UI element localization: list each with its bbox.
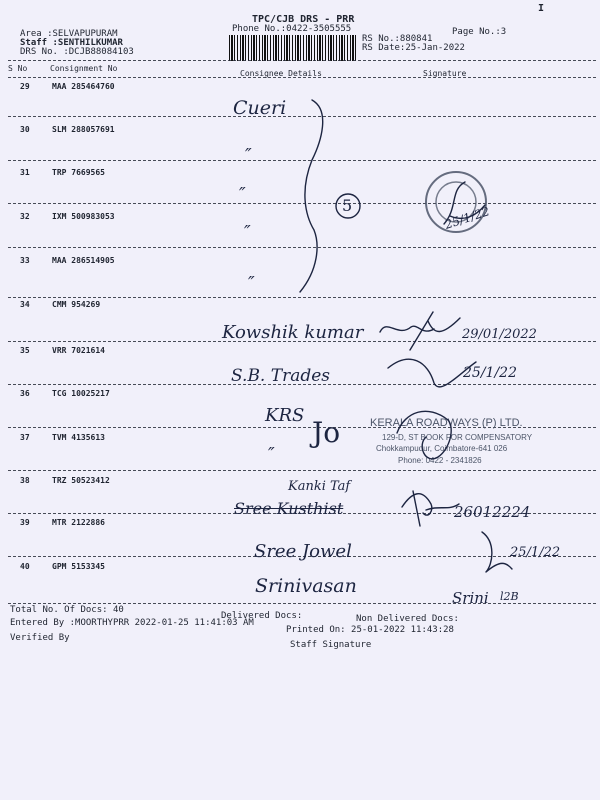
handwritten-kanki: Kanki Taf <box>288 479 351 494</box>
ditto-row32: ″ <box>239 184 246 205</box>
row-sno: 29 <box>20 82 30 91</box>
consignment-number: CMM 954269 <box>52 300 101 309</box>
stamp-address-line1: 129-D, ST BOOK FOR COMPENSATORY <box>382 433 533 442</box>
consignment-number: MAA 286514905 <box>52 256 115 265</box>
column-consignee: Consignee Details <box>240 69 322 78</box>
handwritten-srinivasan: Srinivasan <box>255 575 357 597</box>
handwritten-krs: KRS <box>265 405 305 426</box>
rs-date: RS Date:25-Jan-2022 <box>362 43 465 53</box>
handwritten-count: 5 <box>342 196 353 215</box>
handwritten-srini-mark: l2B <box>500 590 519 603</box>
handwritten-row29: Cueri <box>233 97 287 119</box>
row-sno: 31 <box>20 168 30 177</box>
row-sno: 35 <box>20 346 30 355</box>
consignment-number: SLM 288057691 <box>52 125 115 134</box>
non-delivered-docs: Non Delivered Docs: <box>356 614 459 624</box>
column-sno: S No <box>8 64 28 73</box>
row-sno: 40 <box>20 562 30 571</box>
consignment-number: VRR 7021614 <box>52 346 105 355</box>
row-sno: 30 <box>20 125 30 134</box>
verified-by: Verified By <box>10 633 70 643</box>
handwritten-sree-date: 25/1/22 <box>510 545 561 560</box>
stamp-date: 25/1/22 <box>442 204 492 232</box>
consignment-number: MAA 285464760 <box>52 82 115 91</box>
printed-on: Printed On: 25-01-2022 11:43:28 <box>286 625 454 635</box>
entered-by: Entered By :MOORTHYPRR 2022-01-25 11:41:03 AM <box>10 618 254 628</box>
consignment-number: TRZ 50523412 <box>52 476 110 485</box>
document-title: TPC/CJB DRS - PRR <box>252 14 355 25</box>
staff-label: Staff :SENTHILKUMAR <box>20 38 123 48</box>
signature-kowshik-icon <box>370 300 490 405</box>
row-sno: 33 <box>20 256 30 265</box>
ditto-row37: ″ <box>268 444 275 465</box>
ditto-row31: ″ <box>245 145 252 166</box>
round-stamp-icon <box>412 166 502 246</box>
handwritten-sree-kusthist: Sree Kusthist <box>234 499 344 518</box>
handwritten-kowshik: Kowshik kumar <box>222 322 364 343</box>
signature-row39-icon <box>476 522 516 582</box>
column-consignment: Consignment No <box>50 64 118 73</box>
row-sno: 36 <box>20 389 30 398</box>
phone-number: Phone No.:0422-3505555 <box>232 24 352 34</box>
handwritten-sree-jowel: Sree Jowel <box>254 541 352 562</box>
stamp-company-name: KERALA ROADWAYS (P) LTD. <box>370 417 523 429</box>
handwritten-srini-signature: Srini <box>452 589 489 607</box>
stamp-phone-line: Phone: 0422 - 2341826 <box>398 456 482 465</box>
ditto-row34: ″ <box>248 273 255 294</box>
handwritten-krs-sign: Jo <box>312 416 341 449</box>
page-number: Page No.:3 <box>452 27 507 37</box>
drs-number: DRS No. :DCJB88084103 <box>20 47 134 57</box>
consignment-number: IXM 500983053 <box>52 212 115 221</box>
rs-number: RS No.:880841 <box>362 34 433 44</box>
row-sno: 38 <box>20 476 30 485</box>
consignment-number: TCG 10025217 <box>52 389 110 398</box>
total-docs: Total No. Of Docs: 40 <box>10 605 124 615</box>
handwritten-sb-date: 25/1/22 <box>463 365 517 381</box>
consignment-number: TVM 4135613 <box>52 433 105 442</box>
row-sno: 39 <box>20 518 30 527</box>
handwritten-kowshik-date: 29/01/2022 <box>462 327 537 342</box>
stamp-address-line2: Chokkampudur, Coimbatore-641 026 <box>376 444 508 453</box>
delivered-docs: Delivered Docs: <box>221 611 303 621</box>
handwritten-sb-trades: S.B. Trades <box>231 366 331 386</box>
top-mark: I <box>538 3 545 14</box>
area-label: Area :SELVAPUPURAM <box>20 29 118 39</box>
ditto-row33: ″ <box>244 222 251 243</box>
row-sno: 34 <box>20 300 30 309</box>
consignment-number: MTR 2122886 <box>52 518 105 527</box>
signature-row38-icon <box>395 480 465 530</box>
column-signature: Signature <box>423 69 467 78</box>
staff-signature-label: Staff Signature <box>290 640 372 650</box>
consignment-number: GPM 5153345 <box>52 562 105 571</box>
handwritten-row38-date: 26012224 <box>454 503 531 521</box>
consignment-number: TRP 7669565 <box>52 168 105 177</box>
signature-kerala-icon <box>387 397 487 477</box>
row-sno: 37 <box>20 433 30 442</box>
row-sno: 32 <box>20 212 30 221</box>
